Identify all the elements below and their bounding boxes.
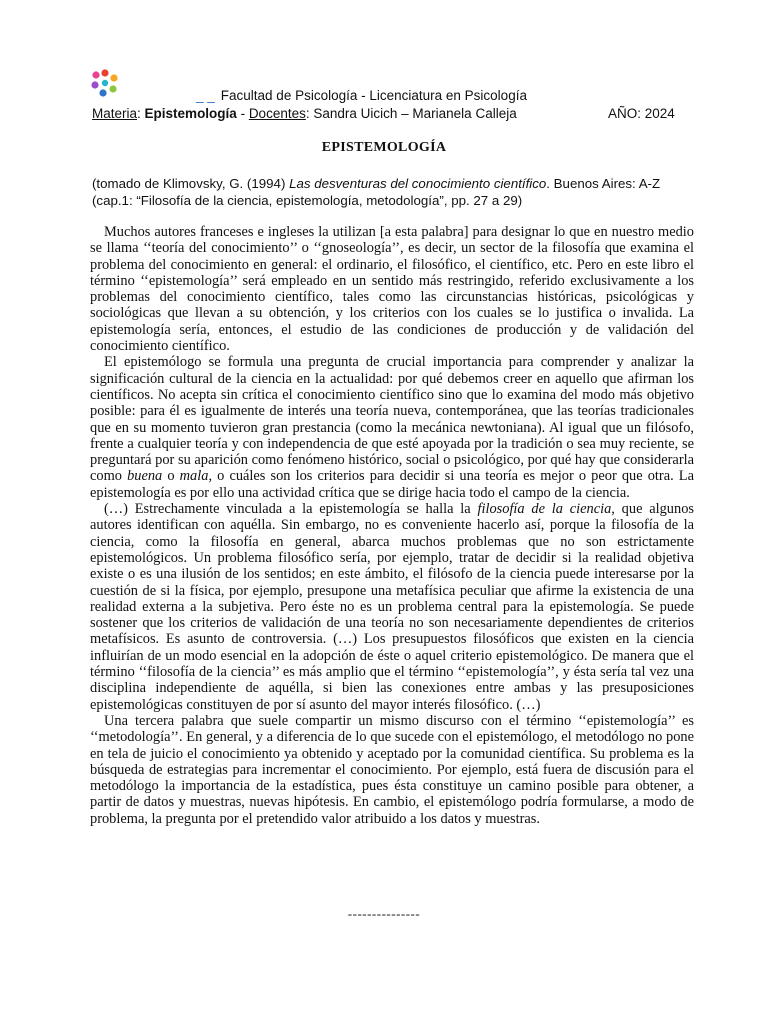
paragraph-2-text-b: , o cuáles son los criterios para decidir si una teoría es mejor o peor que otra. La epistemología es por ello una actividad crítica que se dirige hacia todo el campo de la ciencia. [90,468,694,501]
header-separator: - [236,106,249,121]
course-year: AÑO: 2024 [608,106,675,121]
paragraph-3-text-a: (…) Estrechamente vinculada a la epistemología se halla la [104,501,478,518]
end-separator: --------------- [347,906,421,921]
body-text [90,224,694,827]
paragraph-3 [90,501,694,713]
materia-label: Materia [92,106,138,121]
paragraph-3-text-b: , que algunos autores identifican con aquélla. Sin embargo, no es conveniente hacerlo así, porque la filosofía de la ciencia, como la filosofía en general, abarca muchos problemas que no son estrictamente epistemológicos. Un problema filosófico sería, por ejemplo, tratar de decidir si la realidad objetiva existe o es una ilusión de los sentidos; en este ámbito, el filósofo de la ciencia puede interesarse por la cuestión de si la física, por ejemplo, presupone una metafísica peculiar que afirme la existencia de una realidad externa a la subjetiva. Pero éste no es un problema central para la epistemología. Se puede sostener que los criterios de validación de una teoría no son necesariamente dependientes de criterios metafísicos. Es asunto de controversia. (…) Los presupuestos filosóficos que existen en la ciencia influirían de un modo esencial en la adopción de éste o aquel criterio epistemológico. De manera que el término ‘‘filosofía de la ciencia’’ es más amplio que el término ‘‘epistemología’’, y ésta sería tal vez una disciplina independiente de aquélla, si bien las conexiones entre ambas y las presuposiciones epistemológicas constituyen de por sí asunto del mayor interés filosófico. (…) [90,501,694,713]
docentes-value: : Sandra Uicich – Marianela Calleja [305,106,517,121]
faculty-name: Facultad de Psicología - Licenciatura en Psicología [220,88,527,103]
paragraph-2-text-a: El epistemólogo se formula una pregunta de crucial importancia para comprender y analizar la significación cultural de la ciencia en la actualidad: por qué debemos creer en aquello que afirman los científicos. No acepta sin crítica el conocimiento científico sino que lo examina del modo más objetivo posible: para él es igualmente de interés una teoría nueva, contemporánea, que las teorías tradicionales que en su momento tuvieron gran prestancia (como la mecánica newtoniana). Al igual que un filósofo, frente a cualquier teoría y con independencia de que esté apoyada por la tradición o sea muy reciente, se preguntará por su aparición como fenómeno histórico, social o psicológico, por qué hay que considerarla como [90,354,694,485]
docentes-label: Docentes [248,106,306,121]
header-dashes: _ _ [196,88,215,103]
course-line [92,106,692,121]
paragraph-1: Muchos autores franceses e ingleses la utilizan [a esta palabra] para designar lo que en nuestro medio se llama ‘‘teoría del conocimiento’’ o ‘‘gnoseología’’, es decir, un sector de la filosofía que examina el problema del conocimiento en general: el ordinario, el filosófico, el científico, etc. Pero en este libro el término ‘‘epistemología’’ será empleado en un sentido más restringido, referido exclusivamente a los problemas del conocimiento científico, tales como las circunstancias históricas, psicológicas y sociológicas que llevan a su obtención, y los criterios con los cuales se lo justifica o invalida. La epistemología sería, entonces, el estudio de las condiciones de producción y de validación del conocimiento científico. [90,224,694,355]
flower-logo-icon [90,68,120,98]
citation [92,176,702,209]
citation-post: . Buenos Aires: A-Z (cap.1: “Filosofía de la ciencia, epistemología, metodología”, pp. 27 a 29) [92,176,661,208]
word-buena: buena [127,468,163,485]
paragraph-4: Una tercera palabra que suele compartir un mismo discurso con el término ‘‘epistemología’’ es ‘‘metodología’’. En general, y a diferencia de lo que sucede con el epistemólogo, el metodólogo no pone en tela de juicio el conocimiento ya obtenido y aceptado por la comunidad científica. Su problema es la búsqueda de estrategias para incrementar el conocimiento. Por ejemplo, está fuera de discusión para el metodólogo la importancia de la estadística, pues ésta constituye un camino posible para obtener, a partir de datos y muestras, nuevas hipótesis. En cambio, el epistemólogo podría formularse, a modo de problema, la pregunta por el pretendido valor atribuido a los datos y muestras. [90,712,694,827]
term-filosofia-ciencia: filosofía de la ciencia [477,501,612,518]
paragraph-2 [90,354,694,501]
citation-pre: (tomado de Klimovsky, G. (1994) [92,176,290,191]
word-o: o [162,468,180,485]
materia-value: Epistemología [144,106,237,121]
document-title: EPISTEMOLOGÍA [321,140,447,155]
word-mala: mala [179,468,209,485]
faculty-line [196,88,527,103]
citation-book-title: Las desventuras del conocimiento científico [289,176,547,191]
materia-colon: : [137,106,141,121]
